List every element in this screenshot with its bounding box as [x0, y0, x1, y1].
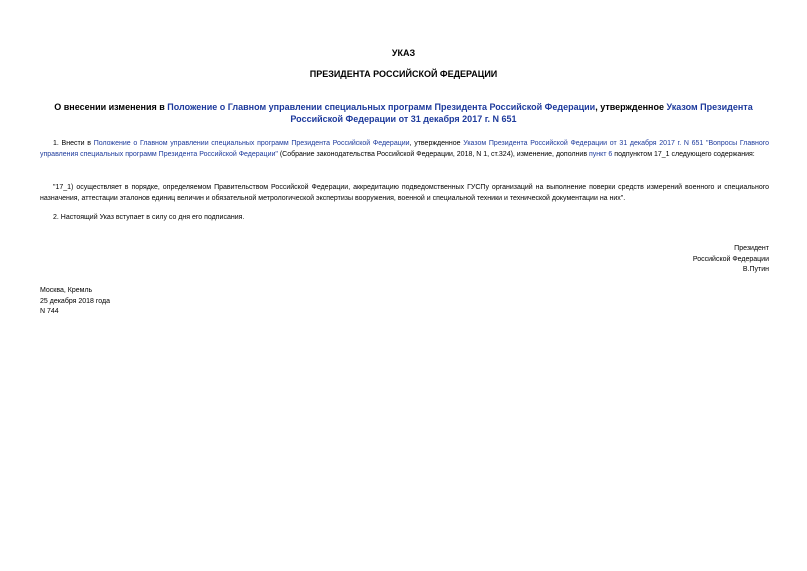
subject-middle: , утвержденное: [595, 102, 667, 112]
p1-mid1: , утвержденное: [409, 140, 464, 147]
subject-prefix: О внесении изменения в: [54, 102, 168, 112]
signature-country: Российской Федерации: [692, 255, 769, 263]
paragraph-3: 2. Настоящий Указ вступает в силу со дня его подписания.: [53, 214, 245, 221]
signature-name: В.Путин: [742, 266, 769, 273]
p1-link-regulation[interactable]: Положение о Главном управлении специальных программ Президента Российской Федерации: [93, 140, 410, 147]
p1-link-point[interactable]: пункт 6: [588, 150, 613, 158]
signature-title: Президент: [734, 245, 769, 252]
signing-date: 25 декабря 2018 года: [40, 297, 111, 305]
document-number: N 744: [40, 308, 59, 315]
document-type: УКАЗ: [391, 48, 416, 58]
document-subject: [40, 101, 767, 125]
p1-mid2: (Собрание законодательства Российской Федерации, 2018, N 1, ст.324), изменение, дополнив: [277, 150, 589, 158]
subject-link-regulation[interactable]: Положение о Главном управлении специальных программ Президента Российской Федерации: [167, 102, 596, 112]
subject-link-decree[interactable]: Указом Президента Российской Федерации от 31 декабря 2017 г. N 651: [290, 102, 753, 124]
signing-place: Москва, Кремль: [40, 287, 93, 294]
p1-end: подпунктом 17_1 следующего содержания:: [612, 150, 755, 158]
p1-link-decree[interactable]: Указом Президента Российской Федерации от 31 декабря 2017 г. N 651 "Вопросы Главного управления специальных программ Президента Российской Федерации": [40, 140, 769, 158]
p1-start: 1. Внести в: [53, 140, 94, 147]
paragraph-2: "17_1) осуществляет в порядке, определяемом Правительством Российской Федерации, аккредитацию подведомственных ГУСПу организаций на выполнение поверки средств измерений военного и специального назначения, аттестации эталонов единиц величин и обязательной метрологической экспертизы вооружения, военной и специальной техники и технической документации на них".: [40, 184, 769, 202]
signature-block: [693, 244, 769, 276]
place-date-block: [40, 286, 110, 318]
paragraph-1: [40, 139, 769, 160]
document-issuer: ПРЕЗИДЕНТА РОССИЙСКОЙ ФЕДЕРАЦИИ: [309, 69, 498, 79]
